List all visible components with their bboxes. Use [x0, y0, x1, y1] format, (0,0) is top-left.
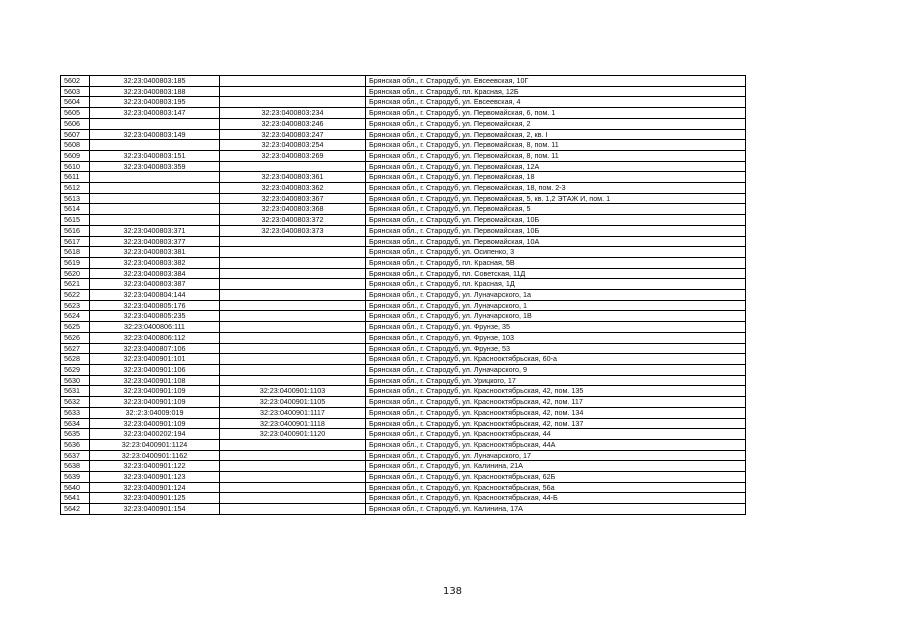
premises-cadastral-number-cell	[220, 236, 366, 247]
row-number-cell: 5637	[61, 450, 90, 461]
address-cell: Брянская обл., г. Стародуб, ул. Первомайская, 8, пом. 11	[366, 140, 746, 151]
table-row	[61, 86, 746, 97]
premises-cadastral-number-cell	[220, 439, 366, 450]
row-number-cell: 5621	[61, 279, 90, 290]
row-number-cell: 5638	[61, 461, 90, 472]
row-number-cell: 5642	[61, 504, 90, 515]
table-row	[61, 375, 746, 386]
premises-cadastral-number-cell	[220, 300, 366, 311]
address-cell: Брянская обл., г. Стародуб, пл. Красная, 5В	[366, 257, 746, 268]
table-row	[61, 129, 746, 140]
address-cell: Брянская обл., г. Стародуб, ул. Краснооктябрьская, 56а	[366, 482, 746, 493]
address-cell: Брянская обл., г. Стародуб, ул. Калинина, 17А	[366, 504, 746, 515]
premises-cadastral-number-cell: 32:23:0400803:246	[220, 118, 366, 129]
premises-cadastral-number-cell	[220, 97, 366, 108]
premises-cadastral-number-cell	[220, 322, 366, 333]
address-cell: Брянская обл., г. Стародуб, ул. Первомайская, 2	[366, 118, 746, 129]
cadastral-number-cell: 32:23:0400901:123	[90, 472, 220, 483]
address-cell: Брянская обл., г. Стародуб, ул. Луначарского, 1	[366, 300, 746, 311]
cadastral-number-cell: 32:23:0400803:359	[90, 161, 220, 172]
cadastral-number-cell: 32:23:0400803:185	[90, 76, 220, 87]
table-row	[61, 472, 746, 483]
cadastral-number-cell	[90, 140, 220, 151]
cadastral-number-cell	[90, 118, 220, 129]
cadastral-number-cell: 32:23:0400803:188	[90, 86, 220, 97]
table-row	[61, 450, 746, 461]
row-number-cell: 5640	[61, 482, 90, 493]
address-cell: Брянская обл., г. Стародуб, ул. Первомайская, 10Б	[366, 225, 746, 236]
premises-cadastral-number-cell	[220, 290, 366, 301]
row-number-cell: 5617	[61, 236, 90, 247]
address-cell: Брянская обл., г. Стародуб, ул. Первомайская, 2, кв. I	[366, 129, 746, 140]
table-row	[61, 279, 746, 290]
row-number-cell: 5618	[61, 247, 90, 258]
premises-cadastral-number-cell: 32:23:0400803:362	[220, 183, 366, 194]
premises-cadastral-number-cell	[220, 257, 366, 268]
address-cell: Брянская обл., г. Стародуб, ул. Краснооктябрьская, 62Б	[366, 472, 746, 483]
row-number-cell: 5605	[61, 108, 90, 119]
row-number-cell: 5633	[61, 407, 90, 418]
row-number-cell: 5615	[61, 215, 90, 226]
address-cell: Брянская обл., г. Стародуб, ул. Краснооктябрьская, 44	[366, 429, 746, 440]
cadastral-number-cell: 32:23:0400803:371	[90, 225, 220, 236]
table-row	[61, 439, 746, 450]
cadastral-number-cell: 32:23:0400805:176	[90, 300, 220, 311]
premises-cadastral-number-cell: 32:23:0400803:254	[220, 140, 366, 151]
row-number-cell: 5628	[61, 354, 90, 365]
table-body	[61, 76, 746, 515]
cadastral-number-cell: 32:23:0400901:125	[90, 493, 220, 504]
table-row	[61, 268, 746, 279]
cadastral-number-cell: 32:23:0400901:122	[90, 461, 220, 472]
row-number-cell: 5616	[61, 225, 90, 236]
table-row	[61, 397, 746, 408]
row-number-cell: 5612	[61, 183, 90, 194]
row-number-cell: 5639	[61, 472, 90, 483]
cadastral-number-cell: 32:23:0400803:195	[90, 97, 220, 108]
address-cell: Брянская обл., г. Стародуб, ул. Первомайская, 10Б	[366, 215, 746, 226]
cadastral-number-cell: 32:23:0400901:108	[90, 375, 220, 386]
cadastral-number-cell: 32:23:0400901:154	[90, 504, 220, 515]
address-cell: Брянская обл., г. Стародуб, ул. Луначарского, 1а	[366, 290, 746, 301]
row-number-cell: 5613	[61, 193, 90, 204]
address-cell: Брянская обл., г. Стародуб, ул. Луначарского, 9	[366, 364, 746, 375]
premises-cadastral-number-cell: 32:23:0400803:234	[220, 108, 366, 119]
table-row	[61, 482, 746, 493]
table-row	[61, 429, 746, 440]
address-cell: Брянская обл., г. Стародуб, пл. Советская, 11Д	[366, 268, 746, 279]
table-row	[61, 183, 746, 194]
row-number-cell: 5623	[61, 300, 90, 311]
premises-cadastral-number-cell	[220, 332, 366, 343]
row-number-cell: 5632	[61, 397, 90, 408]
table-row	[61, 364, 746, 375]
premises-cadastral-number-cell	[220, 364, 366, 375]
table-row	[61, 300, 746, 311]
cadastral-number-cell	[90, 193, 220, 204]
cadastral-number-cell: 32:23:0400901:1162	[90, 450, 220, 461]
table-row	[61, 193, 746, 204]
premises-cadastral-number-cell	[220, 504, 366, 515]
cadastral-number-cell: 32:23:0400803:382	[90, 257, 220, 268]
cadastral-number-cell: 32:23:0400901:101	[90, 354, 220, 365]
address-cell: Брянская обл., г. Стародуб, ул. Первомайская, 10А	[366, 236, 746, 247]
table-row	[61, 76, 746, 87]
premises-cadastral-number-cell: 32:23:0400803:367	[220, 193, 366, 204]
cadastral-number-cell: 32::2:3:04009:019	[90, 407, 220, 418]
cadastral-number-cell: 32:23:0400803:147	[90, 108, 220, 119]
address-cell: Брянская обл., г. Стародуб, ул. Калинина, 21А	[366, 461, 746, 472]
cadastral-number-cell: 32:23:0400804:144	[90, 290, 220, 301]
row-number-cell: 5614	[61, 204, 90, 215]
address-cell: Брянская обл., г. Стародуб, ул. Фрунзе, 53	[366, 343, 746, 354]
premises-cadastral-number-cell	[220, 76, 366, 87]
address-cell: Брянская обл., г. Стародуб, пл. Красная, 1Д	[366, 279, 746, 290]
address-cell: Брянская обл., г. Стародуб, пл. Красная, 12Б	[366, 86, 746, 97]
premises-cadastral-number-cell	[220, 268, 366, 279]
row-number-cell: 5609	[61, 150, 90, 161]
registry-table	[60, 75, 746, 515]
address-cell: Брянская обл., г. Стародуб, ул. Фрунзе, 35	[366, 322, 746, 333]
cadastral-number-cell	[90, 215, 220, 226]
table-row	[61, 161, 746, 172]
row-number-cell: 5635	[61, 429, 90, 440]
premises-cadastral-number-cell: 32:23:0400803:372	[220, 215, 366, 226]
cadastral-number-cell: 32:23:0400803:387	[90, 279, 220, 290]
table-row	[61, 204, 746, 215]
address-cell: Брянская обл., г. Стародуб, ул. Краснооктябрьская, 42, пом. 134	[366, 407, 746, 418]
premises-cadastral-number-cell: 32:23:0400803:269	[220, 150, 366, 161]
cadastral-number-cell: 32:23:0400803:377	[90, 236, 220, 247]
address-cell: Брянская обл., г. Стародуб, ул. Урицкого, 17	[366, 375, 746, 386]
row-number-cell: 5629	[61, 364, 90, 375]
row-number-cell: 5626	[61, 332, 90, 343]
cadastral-number-cell: 32:23:0400805:235	[90, 311, 220, 322]
premises-cadastral-number-cell: 32:23:0400803:373	[220, 225, 366, 236]
address-cell: Брянская обл., г. Стародуб, ул. Краснооктябрьская, 42, пом. 137	[366, 418, 746, 429]
premises-cadastral-number-cell	[220, 354, 366, 365]
table-row	[61, 108, 746, 119]
table-row	[61, 236, 746, 247]
cadastral-number-cell: 32:23:0400901:1124	[90, 439, 220, 450]
table-row	[61, 257, 746, 268]
address-cell: Брянская обл., г. Стародуб, ул. Первомайская, 5, кв. 1,2 ЭТАЖ И, пом. 1	[366, 193, 746, 204]
cadastral-number-cell: 32:23:0400901:106	[90, 364, 220, 375]
premises-cadastral-number-cell	[220, 279, 366, 290]
premises-cadastral-number-cell	[220, 86, 366, 97]
table-row	[61, 354, 746, 365]
table-row	[61, 140, 746, 151]
row-number-cell: 5602	[61, 76, 90, 87]
table-row	[61, 332, 746, 343]
address-cell: Брянская обл., г. Стародуб, ул. Краснооктябрьская, 60-а	[366, 354, 746, 365]
premises-cadastral-number-cell: 32:23:0400901:1105	[220, 397, 366, 408]
premises-cadastral-number-cell: 32:23:0400803:368	[220, 204, 366, 215]
row-number-cell: 5627	[61, 343, 90, 354]
address-cell: Брянская обл., г. Стародуб, ул. Евсеевская, 10Г	[366, 76, 746, 87]
row-number-cell: 5608	[61, 140, 90, 151]
premises-cadastral-number-cell	[220, 450, 366, 461]
row-number-cell: 5634	[61, 418, 90, 429]
address-cell: Брянская обл., г. Стародуб, ул. Краснооктябрьская, 44-Б	[366, 493, 746, 504]
table-row	[61, 247, 746, 258]
premises-cadastral-number-cell	[220, 247, 366, 258]
table-row	[61, 386, 746, 397]
address-cell: Брянская обл., г. Стародуб, ул. Первомайская, 8, пом. 11	[366, 150, 746, 161]
table-row	[61, 290, 746, 301]
cadastral-number-cell: 32:23:0400806:111	[90, 322, 220, 333]
address-cell: Брянская обл., г. Стародуб, ул. Первомайская, 5	[366, 204, 746, 215]
table-row	[61, 418, 746, 429]
address-cell: Брянская обл., г. Стародуб, ул. Первомайская, 6, пом. 1	[366, 108, 746, 119]
premises-cadastral-number-cell: 32:23:0400901:1117	[220, 407, 366, 418]
address-cell: Брянская обл., г. Стародуб, ул. Краснооктябрьская, 42, пом. 117	[366, 397, 746, 408]
table-row	[61, 322, 746, 333]
address-cell: Брянская обл., г. Стародуб, ул. Краснооктябрьская, 44А	[366, 439, 746, 450]
cadastral-number-cell	[90, 183, 220, 194]
row-number-cell: 5630	[61, 375, 90, 386]
row-number-cell: 5636	[61, 439, 90, 450]
page-number: 138	[442, 586, 463, 597]
address-cell: Брянская обл., г. Стародуб, ул. Краснооктябрьская, 42, пом. 135	[366, 386, 746, 397]
address-cell: Брянская обл., г. Стародуб, ул. Луначарского, 17	[366, 450, 746, 461]
premises-cadastral-number-cell: 32:23:0400803:361	[220, 172, 366, 183]
table-row	[61, 493, 746, 504]
premises-cadastral-number-cell: 32:23:0400901:1118	[220, 418, 366, 429]
address-cell: Брянская обл., г. Стародуб, ул. Фрунзе, 103	[366, 332, 746, 343]
table-row	[61, 343, 746, 354]
cadastral-number-cell: 32:23:0400901:124	[90, 482, 220, 493]
premises-cadastral-number-cell	[220, 472, 366, 483]
row-number-cell: 5610	[61, 161, 90, 172]
table-row	[61, 311, 746, 322]
cadastral-number-cell	[90, 204, 220, 215]
row-number-cell: 5631	[61, 386, 90, 397]
cadastral-number-cell: 32:23:0400901:109	[90, 397, 220, 408]
table-row	[61, 504, 746, 515]
table-row	[61, 172, 746, 183]
table-row	[61, 97, 746, 108]
premises-cadastral-number-cell: 32:23:0400803:247	[220, 129, 366, 140]
address-cell: Брянская обл., г. Стародуб, ул. Первомайская, 18, пом. 2-3	[366, 183, 746, 194]
cadastral-number-cell: 32:23:0400806:112	[90, 332, 220, 343]
address-cell: Брянская обл., г. Стародуб, ул. Луначарского, 1В	[366, 311, 746, 322]
address-cell: Брянская обл., г. Стародуб, ул. Осипенко, 3	[366, 247, 746, 258]
row-number-cell: 5625	[61, 322, 90, 333]
cadastral-number-cell: 32:23:0400803:384	[90, 268, 220, 279]
table-row	[61, 225, 746, 236]
premises-cadastral-number-cell	[220, 482, 366, 493]
row-number-cell: 5611	[61, 172, 90, 183]
row-number-cell: 5641	[61, 493, 90, 504]
row-number-cell: 5620	[61, 268, 90, 279]
address-cell: Брянская обл., г. Стародуб, ул. Первомайская, 12А	[366, 161, 746, 172]
cadastral-number-cell: 32:23:0400803:151	[90, 150, 220, 161]
table-row	[61, 407, 746, 418]
row-number-cell: 5622	[61, 290, 90, 301]
row-number-cell: 5606	[61, 118, 90, 129]
address-cell: Брянская обл., г. Стародуб, ул. Евсеевская, 4	[366, 97, 746, 108]
premises-cadastral-number-cell	[220, 461, 366, 472]
premises-cadastral-number-cell	[220, 311, 366, 322]
row-number-cell: 5607	[61, 129, 90, 140]
row-number-cell: 5619	[61, 257, 90, 268]
cadastral-number-cell: 32:23:0400803:381	[90, 247, 220, 258]
table-row	[61, 118, 746, 129]
cadastral-number-cell: 32:23:0400803:149	[90, 129, 220, 140]
address-cell: Брянская обл., г. Стародуб, ул. Первомайская, 18	[366, 172, 746, 183]
table-row	[61, 461, 746, 472]
table-row	[61, 215, 746, 226]
premises-cadastral-number-cell: 32:23:0400901:1103	[220, 386, 366, 397]
row-number-cell: 5603	[61, 86, 90, 97]
cadastral-number-cell	[90, 172, 220, 183]
premises-cadastral-number-cell	[220, 343, 366, 354]
table-row	[61, 150, 746, 161]
cadastral-number-cell: 32:23:0400202:194	[90, 429, 220, 440]
premises-cadastral-number-cell	[220, 493, 366, 504]
cadastral-number-cell: 32:23:0400807:106	[90, 343, 220, 354]
row-number-cell: 5624	[61, 311, 90, 322]
cadastral-number-cell: 32:23:0400901:109	[90, 418, 220, 429]
premises-cadastral-number-cell	[220, 375, 366, 386]
premises-cadastral-number-cell	[220, 161, 366, 172]
premises-cadastral-number-cell: 32:23:0400901:1120	[220, 429, 366, 440]
row-number-cell: 5604	[61, 97, 90, 108]
cadastral-number-cell: 32:23:0400901:109	[90, 386, 220, 397]
